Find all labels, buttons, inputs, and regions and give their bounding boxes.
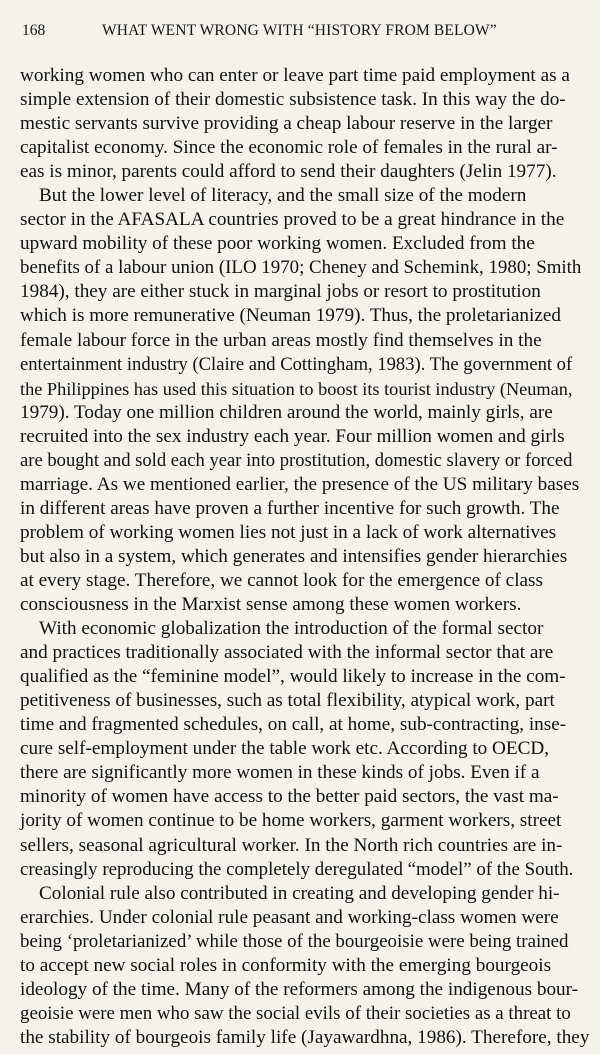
text-line: jority of women continue to be home workers, garment workers, street bbox=[20, 810, 562, 832]
text-line: entertainment industry (Claire and Cottingham, 1983). The government of bbox=[20, 353, 573, 375]
text-line: cure self-employment under the table work etc. According to OECD, bbox=[20, 738, 550, 760]
text-line: the stability of bourgeois family life (Jayawardhna, 1986). Therefore, they bbox=[20, 1026, 590, 1048]
text-line: ideology of the time. Many of the reformers among the indigenous bour- bbox=[20, 978, 579, 1000]
page-number: 168 bbox=[22, 22, 46, 39]
text-line: 1979). Today one million children around the world, mainly girls, are bbox=[20, 401, 553, 423]
text-line: female labour force in the urban areas mostly find themselves in the bbox=[20, 329, 542, 351]
text-line: but also in a system, which generates and intensifies gender hierarchies bbox=[20, 545, 568, 567]
text-line: capitalist economy. Since the economic role of females in the rural ar- bbox=[20, 137, 558, 159]
text-line: at every stage. Therefore, we cannot look for the emergence of class bbox=[20, 569, 543, 591]
text-line: erarchies. Under colonial rule peasant and working-class women were bbox=[20, 906, 559, 928]
text-line: to accept new social roles in conformity with the emerging bourgeois bbox=[20, 954, 552, 976]
text-line: But the lower level of literacy, and the small size of the modern bbox=[39, 185, 527, 207]
text-line: recruited into the sex industry each year. Four million women and girls bbox=[20, 425, 565, 447]
text-line: creasingly reproducing the completely deregulated “model” of the South. bbox=[20, 858, 574, 880]
text-line: are bought and sold each year into prostitution, domestic slavery or forced bbox=[20, 449, 573, 471]
text-line: the Philippines has used this situation to boost its tourist industry (Neuman, bbox=[20, 378, 573, 399]
text-line: eas is minor, parents could afford to send their daughters (Jelin 1977). bbox=[20, 161, 557, 183]
text-line: in different areas have proven a further incentive for such growth. The bbox=[20, 497, 560, 519]
text-line: upward mobility of these poor working women. Excluded from the bbox=[20, 233, 535, 255]
text-line: simple extension of their domestic subsistence task. In this way the do- bbox=[20, 89, 566, 111]
text-line: With economic globalization the introduction of the formal sector bbox=[39, 618, 544, 640]
text-line: sellers, seasonal agricultural worker. In the North rich countries are in- bbox=[20, 834, 563, 856]
text-line: problem of working women lies not just in a lack of work alternatives bbox=[20, 521, 557, 543]
body-text bbox=[20, 64, 588, 1050]
text-line: marriage. As we mentioned earlier, the presence of the US military bases bbox=[20, 473, 580, 495]
text-line: petitiveness of businesses, such as total flexibility, atypical work, part bbox=[20, 690, 555, 712]
text-line: benefits of a labour union (ILO 1970; Cheney and Schemink, 1980; Smith bbox=[20, 257, 582, 279]
running-title: WHAT WENT WRONG WITH “HISTORY FROM BELOW” bbox=[102, 22, 497, 39]
text-line: mestic servants survive providing a cheap labour reserve in the larger bbox=[20, 113, 553, 135]
text-line: 1984), they are either stuck in marginal jobs or resort to prostitution bbox=[20, 281, 541, 303]
text-line: Colonial rule also contributed in creating and developing gender hi- bbox=[39, 882, 560, 904]
text-line: being ‘proletarianized’ while those of the bourgeoisie were being trained bbox=[20, 930, 569, 952]
text-line: consciousness in the Marxist sense among these women workers. bbox=[20, 594, 522, 616]
text-line: qualified as the “feminine model”, would likely to increase in the com- bbox=[20, 666, 566, 688]
text-line: there are significantly more women in these kinds of jobs. Even if a bbox=[20, 762, 540, 784]
text-line: sector in the AFASALA countries proved to be a great hindrance in the bbox=[20, 209, 565, 231]
text-line: which is more remunerative (Neuman 1979). Thus, the proletarianized bbox=[20, 305, 561, 327]
text-line: minority of women have access to the better paid sectors, the vast ma- bbox=[20, 786, 559, 808]
text-line: working women who can enter or leave part time paid employment as a bbox=[20, 65, 570, 86]
running-header bbox=[22, 22, 582, 44]
text-line: geoisie were men who saw the social evils of their societies as a threat to bbox=[20, 1002, 571, 1024]
text-line: and practices traditionally associated with the informal sector that are bbox=[20, 642, 554, 664]
text-line: time and fragmented schedules, on call, at home, sub-contracting, inse- bbox=[20, 714, 567, 736]
